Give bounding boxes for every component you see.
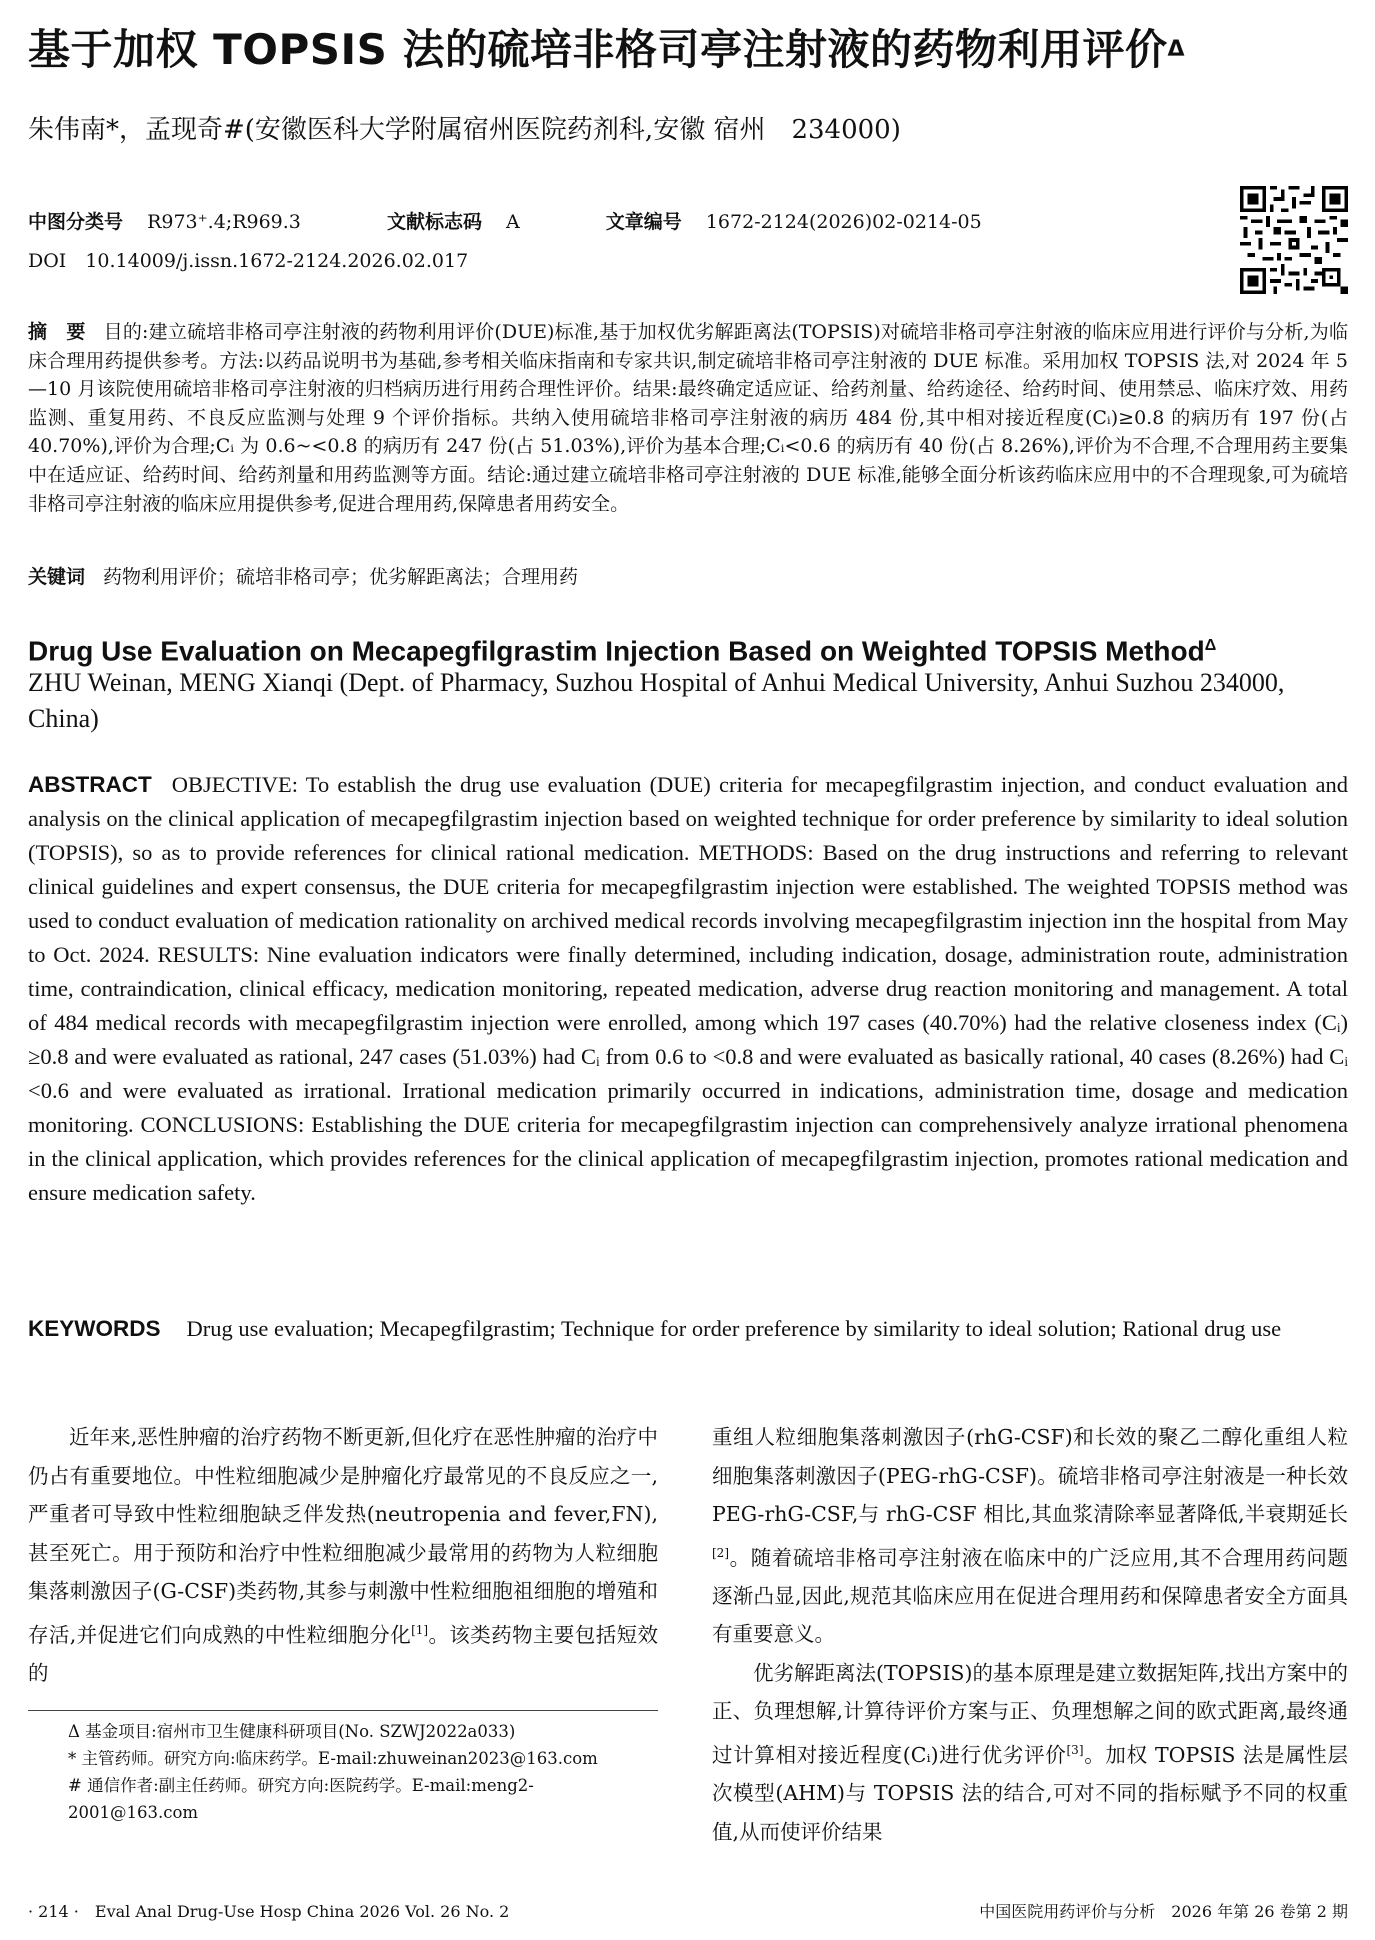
keywords-en: [28, 1312, 1348, 1346]
footnote-corresponding: # 通信作者:副主任药师。研究方向:医院药学。E-mail:meng2-2001@163.com: [68, 1776, 534, 1822]
clc-label: 中图分类号: [28, 211, 124, 233]
body-column-left: [28, 1418, 658, 1692]
keywords-en-label: KEYWORDS: [28, 1316, 161, 1341]
authors-cn: 朱伟南*，孟现奇#(安徽医科大学附属宿州医院药剂科,安徽 宿州 234000): [28, 115, 901, 145]
footnote-divider: [28, 1710, 658, 1711]
abstract-en-label: ABSTRACT: [28, 772, 152, 797]
abstract-cn: [28, 318, 1348, 518]
title-en: Drug Use Evaluation on Mecapegfilgrastim Injection Based on Weighted TOPSIS Method$^\Delta$: [28, 635, 1217, 667]
footnotes: [28, 1718, 658, 1826]
body-paragraph: 近年来,恶性肿瘤的治疗药物不断更新,但化疗在恶性肿瘤的治疗中仍占有重要地位。中性粒细胞减少是肿瘤化疗最常见的不良反应之一,严重者可导致中性粒细胞缺乏伴发热(neutropenia and fever,FN),甚至死亡。用于预防和治疗中性粒细胞减少最常用的药物为人粒细胞集落刺激因子(G-CSF)类药物,其参与刺激中性粒细胞祖细胞的增殖和存活,并促进它们向成熟的中性粒细胞分化[1]。该类药物主要包括短效的: [28, 1425, 659, 1685]
title-en-fund-mark: Δ: [1204, 637, 1217, 654]
article-number-label: 文章编号: [605, 211, 682, 233]
citation-link[interactable]: [1]: [411, 1622, 429, 1637]
clc-value: R973⁺.4;R969.3: [147, 211, 301, 233]
abstract-en-text: OBJECTIVE: To establish the drug use evaluation (DUE) criteria for mecapegfilgrastim injection, and conduct evaluation and analysis on the clinical application of mecapegfilgrastim injection based on weighted technique for order preference by similarity to ideal solution (TOPSIS), so as to provide references for clinical rational medication. METHODS: Based on the drug instructions and referring to relevant clinical guidelines and expert consensus, the DUE criteria for mecapegfilgrastim injection were established. The weighted TOPSIS method was used to conduct evaluation of medication rationality on archived medical records involving mecapegfilgrastim injection inn the hospital from May to Oct. 2024. RESULTS: Nine evaluation indicators were finally determined, including indication, dosage, administration route, administration time, contraindication, clinical efficacy, medication monitoring, repeated medication, adverse drug reaction monitoring and management. A total of 484 medical records with mecapegfilgrastim injection were enrolled, among which 197 cases (40.70%) had the relative closeness index (Cᵢ) ≥0.8 and were evaluated as rational, 247 cases (51.03%) had Cᵢ from 0.6 to <0.8 and were evaluated as basically rational, 40 cases (8.26%) had Cᵢ <0.6 and were evaluated as irrational. Irrational medication primarily occurred in indications, administration time, dosage and medication monitoring. CONCLUSIONS: Establishing the DUE criteria for mecapegfilgrastim injection can comprehensively analyze irrational phenomena in the clinical application, which provides references for the clinical application of mecapegfilgrastim injection, promotes rational medication and ensure medication safety.: [28, 772, 1348, 1205]
keywords-en-text: Drug use evaluation; Mecapegfilgrastim; Technique for order preference by similarity to ideal solution; Rational drug use: [186, 1316, 1282, 1341]
footer-right: 中国医院用药评价与分析 2026 年第 26 卷第 2 期: [979, 1902, 1348, 1921]
classification-line: [28, 208, 982, 236]
citation-link[interactable]: [2]: [712, 1545, 729, 1560]
abstract-cn-text: 目的:建立硫培非格司亭注射液的药物利用评价(DUE)标准,基于加权优劣解距离法(TOPSIS)对硫培非格司亭注射液的临床应用进行评价与分析,为临床合理用药提供参考。方法:以药品说明书为基础,参考相关临床指南和专家共识,制定硫培非格司亭注射液的 DUE 标准。采用加权 TOPSIS 法,对 2024 年 5—10 月该院使用硫培非格司亭注射液的归档病历进行用药合理性评价。结果:最终确定适应证、给药剂量、给药途径、给药时间、使用禁忌、临床疗效、用药监测、重复用药、不良反应监测与处理 9 个评价指标。共纳入使用硫培非格司亭注射液的病历 484 份,其中相对接近程度(Cᵢ)≥0.8 的病历有 197 份(占 40.70%),评价为合理;Cᵢ 为 0.6~<0.8 的病历有 247 份(占 51.03%),评价为基本合理;Cᵢ<0.6 的病历有 40 份(占 8.26%),评价为不合理,不合理用药主要集中在适应证、给药时间、给药剂量和用药监测等方面。结论:通过建立硫培非格司亭注射液的 DUE 标准,能够全面分析该药临床应用中的不合理现象,可为硫培非格司亭注射液的临床应用提供参考,促进合理用药,保障患者用药安全。: [28, 321, 1348, 515]
footer-left: · 214 · Eval Anal Drug-Use Hosp China 2026 Vol. 26 No. 2: [28, 1902, 510, 1921]
citation-link[interactable]: [3]: [1066, 1742, 1084, 1757]
keywords-cn-label: 关键词: [28, 566, 86, 588]
title-fund-mark: Δ: [1167, 37, 1186, 62]
abstract-en: [28, 768, 1348, 1210]
keywords-cn-text: 药物利用评价；硫培非格司亭；优劣解距离法；合理用药: [103, 566, 579, 588]
doc-code-label: 文献标志码: [386, 211, 482, 233]
footnote-fund: Δ 基金项目:宿州市卫生健康科研项目(No. SZWJ2022a033): [68, 1722, 516, 1741]
body-column-right: [712, 1418, 1348, 1851]
page-title: 基于加权 TOPSIS 法的硫培非格司亭注射液的药物利用评价$^\Delta$: [28, 25, 1186, 74]
body-paragraph: 优劣解距离法(TOPSIS)的基本原理是建立数据矩阵,找出方案中的正、负理想解,计算待评价方案与正、负理想解之间的欧式距离,最终通过计算相对接近程度(Cᵢ)进行优劣评价[3]。加权 TOPSIS 法是属性层次模型(AHM)与 TOPSIS 法的结合,可对不同的指标赋予不同的权重值,从而使评价结果: [712, 1660, 1348, 1844]
authors-en: ZHU Weinan, MENG Xianqi (Dept. of Pharmacy, Suzhou Hospital of Anhui Medical University, Anhui Suzhou 234000, China): [28, 668, 1285, 733]
footnote-first-author: * 主管药师。研究方向:临床药学。E-mail:zhuweinan2023@163.com: [68, 1749, 598, 1768]
qr-code-icon[interactable]: [1240, 186, 1348, 294]
article-number-value: 1672-2124(2026)02-0214-05: [705, 211, 982, 233]
doc-code-value: A: [506, 211, 520, 233]
abstract-cn-label: 摘 要: [28, 321, 86, 343]
body-paragraph: 重组人粒细胞集落刺激因子(rhG-CSF)和长效的聚乙二醇化重组人粒细胞集落刺激因子(PEG-rhG-CSF)。硫培非格司亭注射液是一种长效 PEG-rhG-CSF,与 rhG-CSF 相比,其血浆清除率显著降低,半衰期延长[2]。随着硫培非格司亭注射液在临床中的广泛应用,其不合理用药问题逐渐凸显,因此,规范其临床应用在促进合理用药和保障患者安全方面具有重要意义。: [712, 1425, 1348, 1647]
keywords-cn: [28, 563, 1348, 591]
doi: DOI 10.14009/j.issn.1672-2124.2026.02.017: [28, 250, 469, 272]
